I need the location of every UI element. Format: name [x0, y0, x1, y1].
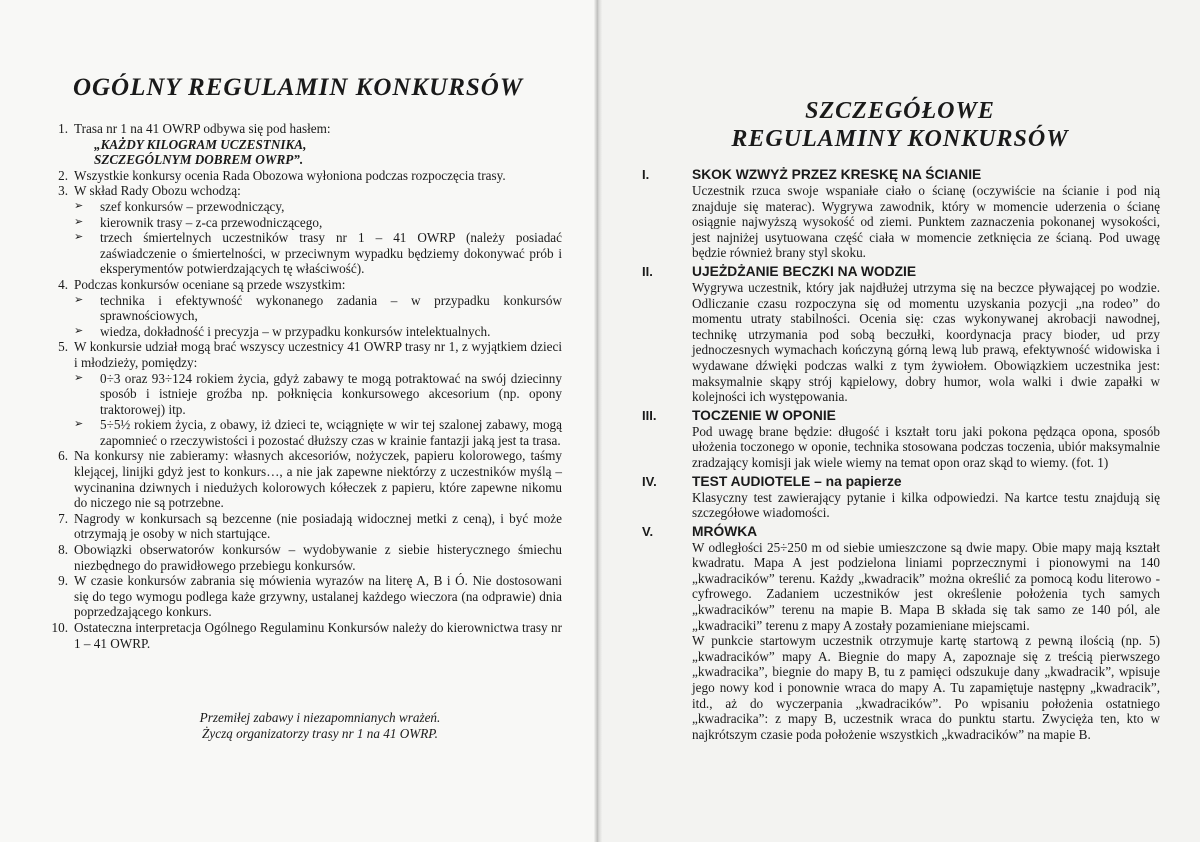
section-number: III. [642, 407, 657, 423]
rule-number: 10. [51, 620, 68, 635]
section-heading: UJEŻDŻANIE BECZKI NA WODZIE [692, 263, 917, 279]
arrow-bullet-icon: ➢ [74, 324, 84, 337]
contest-section-1 [642, 166, 1160, 261]
contest-section-5 [642, 523, 1160, 743]
contest-section-4 [642, 473, 1160, 521]
section-paragraph: W punkcie startowym uczestnik otrzymuje kartę startową z pewną ilością (np. 5) „kwadracików” mapy A. Biegnie do mapy A, zapoznaje się z treścią pierwszego „kwadracika”, biegnie do mapy B, tu z pamięci odszukuje dany „kwadracik”, wpisuje jego nowy kod i ponownie wraca do mapy A. Tu zapamiętuje następny „kwadracik”, itd., aż do wyczerpania „kwadracików”. Po wpisaniu położenia ostatniego „kwadracika”: z mapy B, uczestnik wraca do punktu startu. Zwycięża ten, kto w najkrótszym czasie poda położenie wszystkich „kwadracików” na mapie B. [692, 633, 1160, 742]
bullet-item [50, 293, 562, 324]
rule-text: Ostateczna interpretacja Ogólnego Regulaminu Konkursów należy do kierownictwa trasy nr 1 – 41 OWRP. [74, 620, 562, 651]
arrow-bullet-icon: ➢ [74, 418, 84, 431]
rule-number: 9. [58, 573, 68, 589]
rule-number: 6. [58, 448, 68, 464]
rule-item-10 [50, 620, 562, 651]
arrow-bullet-icon: ➢ [74, 199, 84, 212]
contest-section-3 [642, 407, 1160, 471]
rule-item-5 [50, 339, 562, 370]
rule-text: Nagrody w konkursach są bezcenne (nie posiadają widocznej metki z ceną), i być może otrzymają je osoby w nich startujące. [74, 510, 562, 542]
rule-item-7 [50, 511, 562, 542]
arrow-bullet-icon: ➢ [74, 293, 84, 306]
bullet-item [50, 215, 562, 231]
rule-text: Obowiązki obserwatorów konkursów – wydobywanie z siebie histerycznego śmiechu niezbędnego do prawidłowego przebiegu konkursów. [74, 542, 562, 573]
section-number: V. [642, 523, 654, 539]
contest-section-2 [642, 263, 1160, 405]
bullet-text: szef konkursów – przewodniczący, [100, 198, 285, 214]
rule-number: 1. [58, 121, 68, 136]
closing-line-2: Życzą organizatorzy trasy nr 1 na 41 OWRP. [202, 725, 438, 741]
section-paragraph: Pod uwagę brane będzie: długość i kształt toru jaki pokona pędząca opona, sposób ułożenia toczonego w oponie, technika stosowana podczas toczenia, ubiór maksymalnie zradzający komisji jak wiele wiemy na temat opon oraz skąd to wiemy. (fot. 1) [692, 423, 1160, 470]
general-rules-title: OGÓLNY REGULAMIN KONKURSÓW [72, 74, 524, 101]
section-paragraph: Klasyczny test zawierający pytanie i kilka odpowiedzi. Na kartce testu znajdują się szczegółowe wiadomości. [692, 489, 1160, 521]
rule-number: 4. [58, 276, 68, 292]
motto-line-2: SZCZEGÓLNYM DOBREM OWRP”. [94, 152, 304, 168]
rule-number: 7. [58, 510, 68, 526]
section-heading: TOCZENIE W OPONIE [692, 407, 836, 423]
section-number: II. [642, 263, 653, 279]
bullet-text: 5÷5½ rokiem życia, z obawy, iż dzieci te, wciągnięte w wir tej szalonej zabawy, mogą zapomnieć o rzeczywistości i pozostać dłuższy czas w krainie fantazji jaką jest ta trasa. [100, 417, 562, 448]
section-paragraph: W odległości 25÷250 m od siebie umieszczone są dwie mapy. Obie mapy mają kształt kwadratu. Mapa A jest podzielona liniami poprzecznymi i pionowymi na 140 „kwadracików” terenu. Każdy „kwadracik” można określić za pomocą kodu literowo - cyfrowego. Zadaniem uczestników jest określenie położenia tych samych „kwadracików” terenu na mapie B. Mapa B składa się tak samo ze 140 pól, ale „kwadraciki” terenu z mapy A zostały pozamieniane miejscami. [692, 539, 1160, 633]
section-heading: TEST AUDIOTELE – na papierze [692, 473, 902, 489]
bullet-text: kierownik trasy – z-ca przewodniczącego, [100, 214, 323, 230]
rule-item-6 [50, 448, 562, 510]
general-rules-list [50, 121, 562, 651]
bullet-item [50, 324, 562, 340]
rule-item-9 [50, 573, 562, 620]
rule-text: W konkursie udział mogą brać wszyscy uczestnicy 41 OWRP trasy nr 1, z wyjątkiem dzieci i młodzieży, pomiędzy: [74, 339, 562, 370]
rule-item-1 [50, 121, 562, 168]
section-body [692, 183, 1160, 261]
section-body [692, 280, 1160, 405]
bullet-item [50, 417, 562, 448]
bullet-text: wiedza, dokładność i precyzja – w przypadku konkursów intelektualnych. [100, 323, 491, 339]
detailed-title-line-2: REGULAMINY KONKURSÓW [731, 126, 1069, 152]
rule-number: 3. [58, 183, 68, 199]
detailed-title-line-1: SZCZEGÓŁOWE [805, 98, 995, 124]
detailed-rules-title [600, 97, 1200, 153]
rule-text: Na konkursy nie zabieramy: własnych akcesoriów, nożyczek, papieru kolorowego, taśmy klejącej, linijki gdyż jest to konkurs…, a nie jak zapewne niektórzy z uczestników myślą – wycinanina dziwnych i niedużych kolorowych kółeczek z papieru, które zapewne nikomu do niczego nie są potrzebne. [74, 448, 562, 511]
section-paragraph: Wygrywa uczestnik, który jak najdłużej utrzyma się na beczce pływającej po wodzie. Odliczanie czasu rozpoczyna się od momentu uzyskania pozycji „na rodeo” do momentu utraty stabilności. Ocenia się: czas wykonywanej akrobacji nawodnej, technikę utrzymania pod sobą beczułki, koordynacja pracy bioder, ud przy jednoczesnych wymachach kończyną górną lewą lub prawą, efektywność widowiska i wydawane dźwięki podczas walki z tym żywiołem. Obowiązkiem uczestnika jest: maksymalnie skąpy strój kąpielowy, dobry humor, wola walki i dwie zapałki w kolejności ich występowania. [692, 279, 1160, 405]
detailed-rules-list [642, 166, 1160, 744]
bullet-text: technika i efektywność wykonanego zadania – w przypadku konkursów sprawnościowych, [100, 292, 562, 324]
section-body [692, 540, 1160, 743]
rule-number: 8. [58, 542, 68, 558]
arrow-bullet-icon: ➢ [74, 371, 84, 384]
section-heading: MRÓWKA [692, 523, 758, 539]
section-paragraph: Uczestnik rzuca swoje wspaniałe ciało o ścianę (oczywiście na ścianie i pod nią znajduje się materac). Wygrywa zawodnik, który w momencie uderzenia o ścianę osiągnie najwyższą wysokość od ziemi. Punktem zaznaczenia pokonanej wysokości, jest najniżej usytuowana część ciała w momencie zetknięcia ze ścianą. Pod uwagę będzie również brany styl skoku. [692, 183, 1160, 261]
section-body [692, 490, 1160, 521]
arrow-bullet-icon: ➢ [74, 231, 84, 244]
rule-number: 5. [58, 339, 68, 355]
rule-text: Trasa nr 1 na 41 OWRP odbywa się pod hasłem: [74, 121, 331, 136]
section-number: IV. [642, 473, 657, 489]
rule-text: W skład Rady Obozu wchodzą: [74, 183, 241, 199]
section-heading: SKOK WZWYŻ PRZEZ KRESKĘ NA ŚCIANIE [692, 167, 982, 182]
rule-item-2 [50, 168, 562, 184]
bullet-text: trzech śmiertelnych uczestników trasy nr 1 – 41 OWRP (należy posiadać zaświadczenie o śmiertelności, w przeciwnym wypadku będziemy dokonywać prób i eksperymentów potwierdzających tę właściwość). [100, 230, 562, 277]
rule-text: Podczas konkursów oceniane są przede wszystkim: [74, 276, 346, 292]
closing-wishes [60, 710, 580, 741]
arrow-bullet-icon: ➢ [74, 215, 84, 228]
bullet-text: 0÷3 oraz 93÷124 rokiem życia, gdyż zabawy te mogą potraktować na swój dziecinny sposób i istnieje groźba np. połknięcia konkursowego akcesorium (np. opony traktorowej) itp. [100, 370, 562, 417]
rule-text: W czasie konkursów zabrania się mówienia wyrazów na literę A, B i Ó. Nie dostosowani się do tego wymogu podlega każe grzywny, ustalanej każdego wieczora (na odprawie) dnia poprzedzającego konkurs. [74, 573, 562, 620]
section-number: I. [642, 167, 650, 182]
rule-item-8 [50, 542, 562, 573]
section-body [692, 424, 1160, 471]
closing-line-1: Przemiłej zabawy i niezapomnianych wrażeń. [199, 710, 441, 725]
bullet-item [50, 371, 562, 418]
bullet-item [50, 230, 562, 277]
bullet-item [50, 199, 562, 215]
motto-line-1: „KAŻDY KILOGRAM UCZESTNIKA, [94, 136, 307, 152]
rule-text: Wszystkie konkursy ocenia Rada Obozowa wyłoniona podczas rozpoczęcia trasy. [74, 167, 506, 183]
rule-item-3 [50, 183, 562, 199]
rule-item-4 [50, 277, 562, 293]
rule-number: 2. [58, 167, 68, 183]
